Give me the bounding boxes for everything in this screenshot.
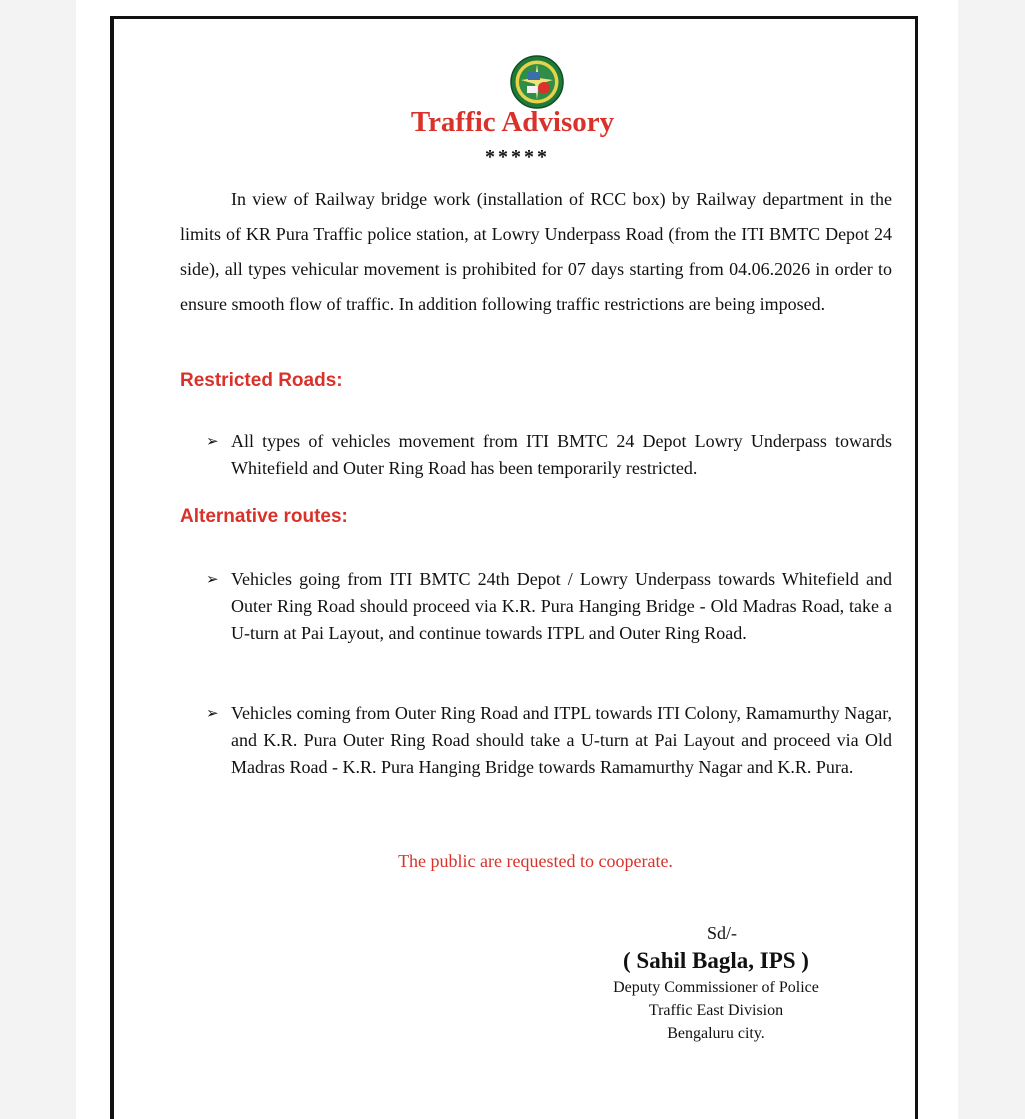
police-emblem-logo [509, 54, 565, 110]
signatory-city: Bengaluru city. [667, 1025, 765, 1042]
arrowhead-bullet-icon: ➢ [206, 570, 219, 588]
alternative-route-item [206, 566, 892, 647]
public-request-note: The public are requested to cooperate. [398, 851, 673, 871]
restricted-road-text: All types of vehicles movement from ITI BMTC 24 Depot Lowry Underpass towards Whitefield and Outer Ring Road has been temporarily restricted. [231, 431, 892, 478]
alternative-route-text: Vehicles coming from Outer Ring Road and ITPL towards ITI Colony, Ramamurthy Nagar, and K.R. Pura Outer Ring Road should take a U-turn at Pai Layout and proceed via Old Madras Road - K.R. Pura Hanging Bridge towards Ramamurthy Nagar and K.R. Pura. [231, 703, 892, 777]
signature-mark: Sd/- [706, 923, 737, 943]
intro-text: In view of Railway bridge work (installation of RCC box) by Railway department in the limits of KR Pura Traffic police station, at Lowry Underpass Road (from the ITI BMTC Depot 24 side), all types vehicular movement is prohibited for 07 days starting from 04.06.2026 in order to ensure smooth flow of traffic. In addition following traffic restrictions are being imposed. [180, 189, 892, 314]
signatory-designation-block [558, 976, 874, 1045]
restricted-roads-heading: Restricted Roads: [180, 370, 343, 391]
advisory-title: Traffic Advisory [410, 106, 615, 138]
alternative-routes-heading: Alternative routes: [180, 506, 348, 527]
alternative-route-text: Vehicles going from ITI BMTC 24th Depot / Lowry Underpass towards Whitefield and Outer Ring Road should proceed via K.R. Pura Hanging Bridge - Old Madras Road, take a U-turn at Pai Layout, and continue towards ITPL and Outer Ring Road. [231, 569, 892, 643]
signatory-division: Traffic East Division [648, 1002, 784, 1019]
arrowhead-bullet-icon: ➢ [206, 432, 219, 450]
signatory-designation: Deputy Commissioner of Police [613, 979, 819, 996]
title-separator: ***** [485, 146, 550, 168]
intro-paragraph [180, 182, 892, 322]
arrowhead-bullet-icon: ➢ [206, 704, 219, 722]
alternative-route-item [206, 700, 892, 781]
restricted-road-item [206, 428, 892, 482]
signatory-name: ( Sahil Bagla, IPS ) [623, 948, 809, 973]
